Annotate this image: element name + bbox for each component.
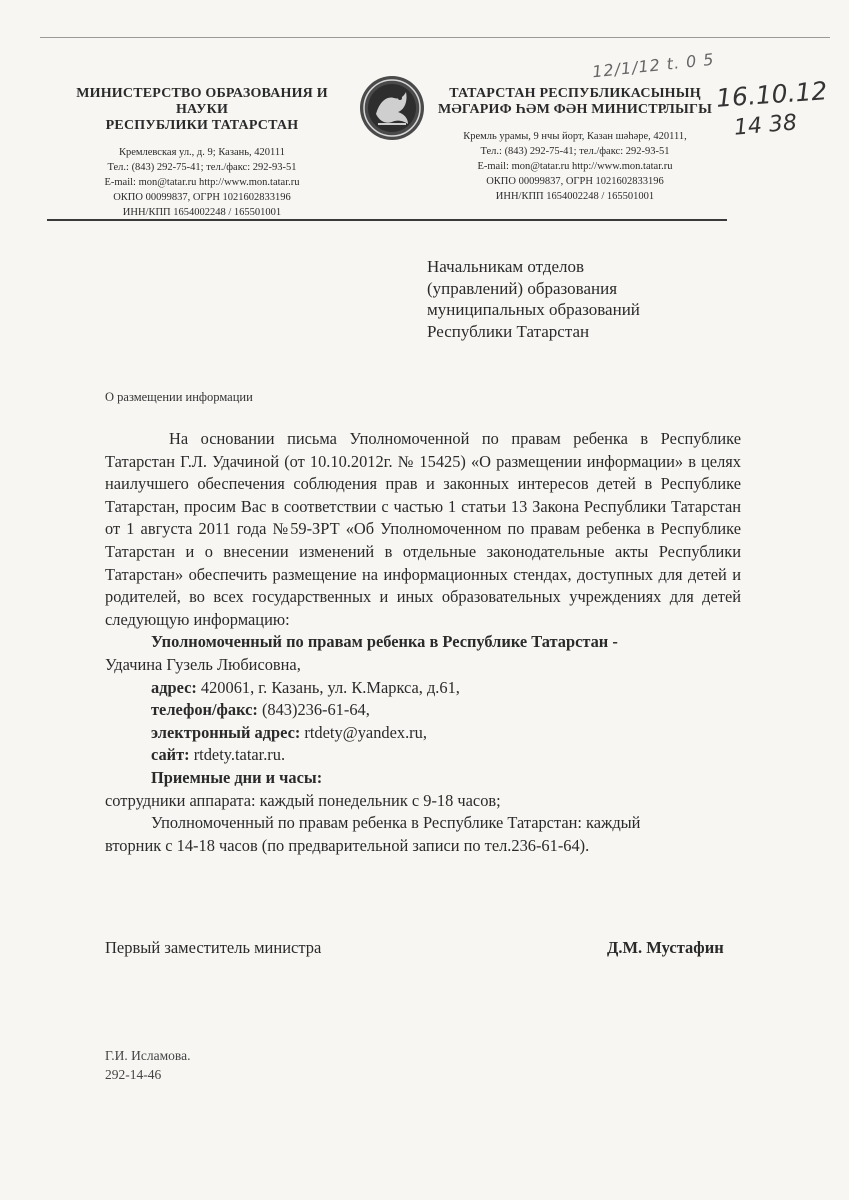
handwritten-time: 14 38 xyxy=(733,110,798,141)
executor-name: Г.И. Исламова. xyxy=(105,1048,191,1063)
tatarstan-emblem-icon xyxy=(358,74,426,142)
email-line: E-mail: mon@tatar.ru http://www.mon.tatar.ru xyxy=(477,161,673,172)
executor-phone: 292-14-46 xyxy=(105,1067,162,1082)
contact-phone: телефон/факс: (843)236-61-64, xyxy=(151,700,370,720)
ombudsman-hours-line2: вторник с 14-18 часов (по предварительной записи по тел.236-61-64). xyxy=(105,835,590,855)
ministry-contacts-ru xyxy=(52,145,352,220)
body-paragraph: На основании письма Уполномоченной по правам ребенка в Республике Татарстан Г.Л. Удачиной (от 10.10.2012г. № 15425) «О размещении информации» в целях наилучшего обеспечения соблюдения прав и законных интересов детей в Республике Татарстан, просим Вас в соответствии с частью 1 статьи 13 Закона Республики Татарстан от 1 августа 2011 года №59-ЗРТ «Об Уполномоченном по правам ребенка в Республике Татарстан и о внесении изменений в отдельные законодательные акты Республики Татарстан» обеспечить размещение на информационных стендах, доступных для детей и родителей, во всех государственных и иных образовательных учреждениях для детей следующую информацию: xyxy=(105,429,742,629)
contact-site: сайт: rtdety.tatar.ru. xyxy=(151,745,286,765)
recipient-block: Начальникам отделов (управлений) образования муниципальных образований Республики Татарстан xyxy=(427,257,640,341)
okpo-line: ОКПО 00099837, ОГРН 1021602833196 xyxy=(113,192,291,203)
reception-hours-heading: Приемные дни и часы: xyxy=(151,767,323,787)
letterhead-right xyxy=(430,86,720,204)
ombudsman-hours-line1: Уполномоченный по правам ребенка в Республике Татарстан: каждый xyxy=(151,813,641,833)
letterhead-divider xyxy=(47,219,727,221)
phone-line: Тел.: (843) 292-75-41; тел./факс: 292-93-51 xyxy=(480,146,670,157)
letter-body xyxy=(105,428,741,857)
signatory-position: Первый заместитель министра xyxy=(105,938,322,957)
inn-line: ИНН/КПП 1654002248 / 165501001 xyxy=(122,207,282,218)
okpo-line: ОКПО 00099837, ОГРН 1021602833196 xyxy=(486,176,664,187)
executor-block xyxy=(105,1046,190,1084)
address-line: Кремль урамы, 9 нчы йорт, Казан шәһәре, 420111, xyxy=(463,131,687,142)
inn-line: ИНН/КПП 1654002248 / 165501001 xyxy=(495,191,655,202)
signatory-name: Д.М. Мустафин xyxy=(607,938,724,957)
staff-hours: сотрудники аппарата: каждый понедельник с 9-18 часов; xyxy=(105,790,501,810)
letterhead-left xyxy=(52,86,352,220)
top-rule xyxy=(40,37,830,38)
ombudsman-name: Удачина Гузель Любисовна, xyxy=(105,654,301,674)
ministry-title-ru: МИНИСТЕРСТВО ОБРАЗОВАНИЯ И НАУКИ РЕСПУБЛИКИ ТАТАРСТАН xyxy=(76,86,328,133)
ministry-title-tt: ТАТАРСТАН РЕСПУБЛИКАСЫНЫҢ МӘГАРИФ ҺӘМ ФӘН МИНИСТРЛЫГЫ xyxy=(437,86,713,117)
contact-email: электронный адрес: rtdety@yandex.ru, xyxy=(151,722,427,742)
contact-address: адрес: 420061, г. Казань, ул. К.Маркса, д.61, xyxy=(151,677,460,697)
ministry-contacts-tt xyxy=(430,129,720,204)
address-line: Кремлевская ул., д. 9; Казань, 420111 xyxy=(118,147,286,158)
handwritten-registration-mark: 12/1/12 t. 0 5 xyxy=(591,49,716,82)
ombudsman-title: Уполномоченный по правам ребенка в Республике Татарстан - xyxy=(151,632,618,652)
handwritten-date: 16.10.12 xyxy=(715,76,829,113)
phone-line: Тел.: (843) 292-75-41; тел./факс: 292-93-51 xyxy=(107,162,297,173)
letter-subject: О размещении информации xyxy=(105,390,253,404)
email-line: E-mail: mon@tatar.ru http://www.mon.tatar.ru xyxy=(104,177,300,188)
